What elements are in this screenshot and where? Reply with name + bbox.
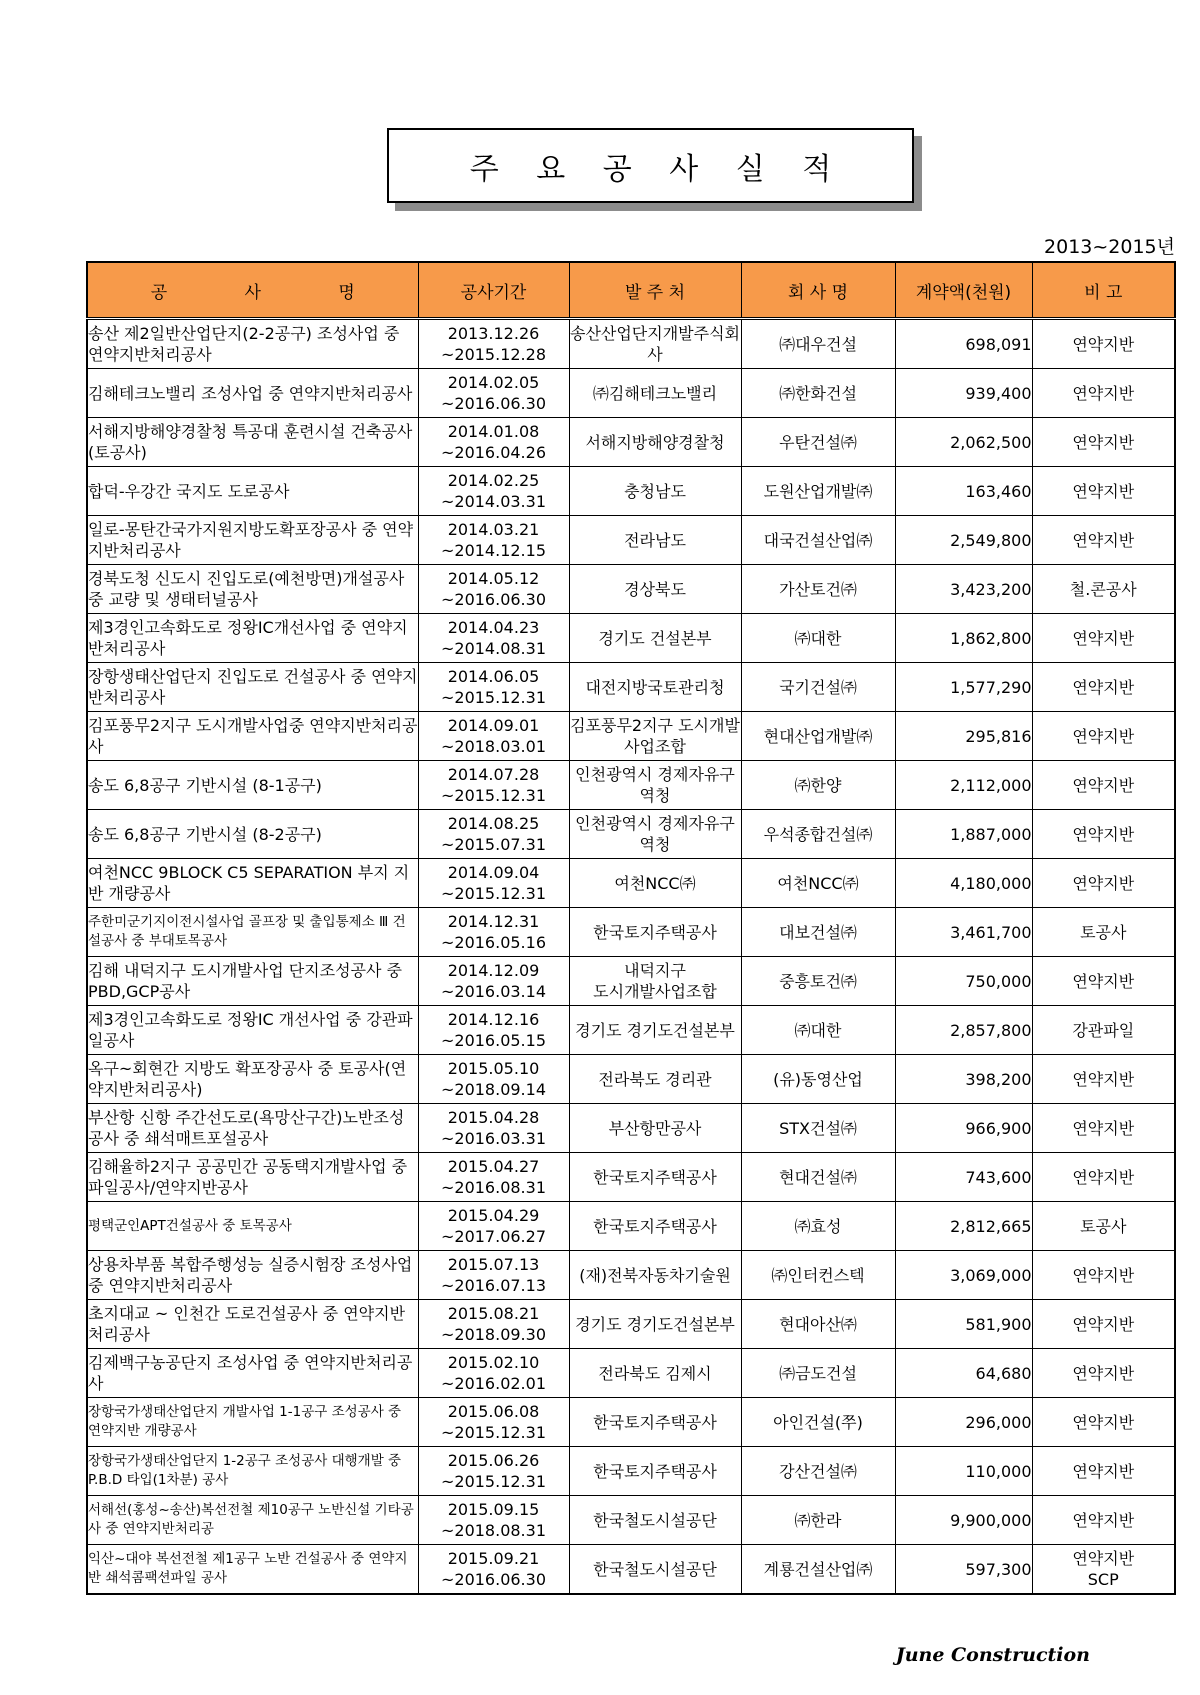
cell-company: 대국건설산업㈜ [741,516,895,565]
cell-period: 2015.04.27 ~2016.08.31 [418,1153,569,1202]
cell-note: 연약지반 [1032,1496,1175,1545]
cell-period: 2015.06.26 ~2015.12.31 [418,1447,569,1496]
cell-period: 2015.06.08 ~2015.12.31 [418,1398,569,1447]
cell-note: 연약지반 [1032,957,1175,1006]
cell-note: 연약지반 [1032,1349,1175,1398]
header-amount: 계약액(천원) [895,262,1032,319]
cell-note: 연약지반 [1032,712,1175,761]
cell-project-name: 장항국가생태산업단지 개발사업 1-1공구 조성공사 중 연약지반 개량공사 [87,1398,418,1447]
cell-period: 2014.12.16 ~2016.05.15 [418,1006,569,1055]
cell-client: 한국토지주택공사 [569,1447,741,1496]
cell-company: ㈜대한 [741,614,895,663]
cell-client: 전라북도 경리관 [569,1055,741,1104]
cell-project-name: 김포풍무2지구 도시개발사업중 연약지반처리공사 [87,712,418,761]
cell-client: 한국철도시설공단 [569,1545,741,1595]
cell-amount: 2,062,500 [895,418,1032,467]
cell-client: 전라북도 김제시 [569,1349,741,1398]
cell-project-name: 여천NCC 9BLOCK C5 SEPARATION 부지 지반 개량공사 [87,859,418,908]
cell-client: 한국토지주택공사 [569,1202,741,1251]
table-row [87,1055,1175,1104]
cell-period: 2015.09.15 ~2018.08.31 [418,1496,569,1545]
table-row [87,859,1175,908]
cell-amount: 9,900,000 [895,1496,1032,1545]
header-period: 공사기간 [418,262,569,319]
cell-amount: 4,180,000 [895,859,1032,908]
cell-amount: 3,423,200 [895,565,1032,614]
cell-client: 서해지방해양경찰청 [569,418,741,467]
cell-project-name: 제3경인고속화도로 정왕IC개선사업 중 연약지반처리공사 [87,614,418,663]
cell-period: 2015.04.29 ~2017.06.27 [418,1202,569,1251]
cell-company: (유)동영산업 [741,1055,895,1104]
cell-project-name: 주한미군기지이전시설사업 골프장 및 출입통제소 Ⅲ 건설공사 중 부대토목공사 [87,908,418,957]
cell-amount: 698,091 [895,319,1032,369]
cell-note: 연약지반 [1032,1153,1175,1202]
header-note: 비 고 [1032,262,1175,319]
cell-amount: 2,812,665 [895,1202,1032,1251]
table-row [87,614,1175,663]
cell-company: 도원산업개발㈜ [741,467,895,516]
cell-client: 한국토지주택공사 [569,908,741,957]
cell-note: 연약지반 [1032,810,1175,859]
cell-note: 연약지반 [1032,663,1175,712]
cell-amount: 2,112,000 [895,761,1032,810]
cell-client: 한국토지주택공사 [569,1398,741,1447]
cell-note: 연약지반 [1032,1300,1175,1349]
cell-project-name: 송도 6,8공구 기반시설 (8-2공구) [87,810,418,859]
cell-project-name: 일로-몽탄간국가지원지방도확포장공사 중 연약지반처리공사 [87,516,418,565]
cell-amount: 743,600 [895,1153,1032,1202]
cell-period: 2015.02.10 ~2016.02.01 [418,1349,569,1398]
cell-amount: 2,857,800 [895,1006,1032,1055]
cell-note: 연약지반 [1032,467,1175,516]
table-row [87,1104,1175,1153]
cell-project-name: 경북도청 신도시 진입도로(예천방면)개설공사중 교량 및 생태터널공사 [87,565,418,614]
cell-amount: 64,680 [895,1349,1032,1398]
cell-company: ㈜인터컨스텍 [741,1251,895,1300]
cell-note: 연약지반 [1032,1398,1175,1447]
table-row [87,1398,1175,1447]
cell-note: 연약지반 [1032,516,1175,565]
table-row [87,418,1175,467]
cell-company: STX건설㈜ [741,1104,895,1153]
cell-client: (재)전북자동차기술원 [569,1251,741,1300]
cell-company: 우탄건설㈜ [741,418,895,467]
cell-project-name: 장항국가생태산업단지 1-2공구 조성공사 대행개발 중 P.B.D 타입(1차분) 공사 [87,1447,418,1496]
cell-company: 여천NCC㈜ [741,859,895,908]
cell-project-name: 부산항 신항 주간선도로(욕망산구간)노반조성공사 중 쇄석매트포설공사 [87,1104,418,1153]
table-row [87,369,1175,418]
cell-note: 토공사 [1032,908,1175,957]
cell-period: 2014.07.28 ~2015.12.31 [418,761,569,810]
cell-project-name: 익산~대야 복선전철 제1공구 노반 건설공사 중 연약지반 쇄석콤팩션파일 공사 [87,1545,418,1595]
table-row [87,1006,1175,1055]
cell-period: 2014.12.31 ~2016.05.16 [418,908,569,957]
cell-project-name: 김제백구농공단지 조성사업 중 연약지반처리공사 [87,1349,418,1398]
cell-project-name: 서해지방해양경찰청 특공대 훈련시설 건축공사(토공사) [87,418,418,467]
table-row [87,908,1175,957]
cell-company: 가산토건㈜ [741,565,895,614]
cell-note: 연약지반 [1032,418,1175,467]
cell-note: 연약지반 SCP [1032,1545,1175,1595]
cell-client: ㈜김해테크노밸리 [569,369,741,418]
cell-project-name: 제3경인고속화도로 정왕IC 개선사업 중 강관파일공사 [87,1006,418,1055]
cell-period: 2014.08.25 ~2015.07.31 [418,810,569,859]
table-row [87,1496,1175,1545]
cell-company: 현대산업개발㈜ [741,712,895,761]
table-row [87,761,1175,810]
cell-company: 우석종합건설㈜ [741,810,895,859]
cell-note: 연약지반 [1032,319,1175,369]
table-row [87,1202,1175,1251]
cell-amount: 1,887,000 [895,810,1032,859]
table-header-row [87,262,1175,319]
table-row [87,810,1175,859]
cell-amount: 3,461,700 [895,908,1032,957]
cell-note: 토공사 [1032,1202,1175,1251]
cell-company: 아인건설(쭈) [741,1398,895,1447]
table-row [87,663,1175,712]
cell-amount: 939,400 [895,369,1032,418]
cell-amount: 597,300 [895,1545,1032,1595]
cell-period: 2015.04.28 ~2016.03.31 [418,1104,569,1153]
cell-company: 현대아산㈜ [741,1300,895,1349]
cell-client: 경상북도 [569,565,741,614]
cell-project-name: 김해율하2지구 공공민간 공동택지개발사업 중 파일공사/연약지반공사 [87,1153,418,1202]
cell-period: 2014.02.25 ~2014.03.31 [418,467,569,516]
cell-client: 인천광역시 경제자유구역청 [569,761,741,810]
cell-note: 연약지반 [1032,614,1175,663]
cell-client: 전라남도 [569,516,741,565]
title-box [387,128,914,203]
cell-period: 2014.09.04 ~2015.12.31 [418,859,569,908]
cell-client: 충청남도 [569,467,741,516]
cell-project-name: 초지대교 ~ 인천간 도로건설공사 중 연약지반처리공사 [87,1300,418,1349]
cell-amount: 966,900 [895,1104,1032,1153]
cell-period: 2015.09.21 ~2016.06.30 [418,1545,569,1595]
table-row [87,1545,1175,1595]
cell-company: 국기건설㈜ [741,663,895,712]
header-company: 회 사 명 [741,262,895,319]
cell-period: 2015.05.10 ~2018.09.14 [418,1055,569,1104]
cell-note: 연약지반 [1032,1104,1175,1153]
cell-amount: 295,816 [895,712,1032,761]
cell-period: 2014.09.01 ~2018.03.01 [418,712,569,761]
header-client: 발 주 처 [569,262,741,319]
cell-client: 부산항만공사 [569,1104,741,1153]
cell-note: 연약지반 [1032,859,1175,908]
cell-project-name: 김해테크노밸리 조성사업 중 연약지반처리공사 [87,369,418,418]
cell-client: 경기도 경기도건설본부 [569,1300,741,1349]
cell-company: ㈜효성 [741,1202,895,1251]
cell-company: ㈜한라 [741,1496,895,1545]
cell-amount: 750,000 [895,957,1032,1006]
cell-project-name: 송산 제2일반산업단지(2-2공구) 조성사업 중 연약지반처리공사 [87,319,418,369]
cell-company: 중흥토건㈜ [741,957,895,1006]
cell-amount: 2,549,800 [895,516,1032,565]
cell-client: 내덕지구 도시개발사업조합 [569,957,741,1006]
table-row [87,467,1175,516]
cell-amount: 1,577,290 [895,663,1032,712]
cell-company: 계룡건설산업㈜ [741,1545,895,1595]
cell-client: 한국토지주택공사 [569,1153,741,1202]
cell-company: ㈜금도건설 [741,1349,895,1398]
header-name: 공 사 명 [87,262,418,319]
cell-client: 경기도 건설본부 [569,614,741,663]
cell-note: 연약지반 [1032,761,1175,810]
works-table [86,261,1176,1595]
cell-project-name: 상용차부품 복합주행성능 실증시험장 조성사업 중 연약지반처리공사 [87,1251,418,1300]
cell-amount: 581,900 [895,1300,1032,1349]
cell-period: 2014.03.21 ~2014.12.15 [418,516,569,565]
cell-amount: 398,200 [895,1055,1032,1104]
cell-period: 2014.06.05 ~2015.12.31 [418,663,569,712]
cell-client: 대전지방국토관리청 [569,663,741,712]
cell-client: 인천광역시 경제자유구역청 [569,810,741,859]
table-row [87,1300,1175,1349]
table-row [87,1447,1175,1496]
cell-company: ㈜한화건설 [741,369,895,418]
cell-project-name: 합덕-우강간 국지도 도로공사 [87,467,418,516]
cell-note: 강관파일 [1032,1006,1175,1055]
table-row [87,957,1175,1006]
cell-amount: 296,000 [895,1398,1032,1447]
cell-period: 2014.05.12 ~2016.06.30 [418,565,569,614]
cell-period: 2015.08.21 ~2018.09.30 [418,1300,569,1349]
cell-project-name: 서해선(홍성~송산)복선전철 제10공구 노반신설 기타공사 중 연약지반처리공 [87,1496,418,1545]
cell-amount: 163,460 [895,467,1032,516]
cell-company: ㈜대우건설 [741,319,895,369]
cell-period: 2014.12.09 ~2016.03.14 [418,957,569,1006]
cell-note: 연약지반 [1032,1447,1175,1496]
cell-company: 현대건설㈜ [741,1153,895,1202]
company-signature: June Construction [895,1644,1090,1666]
cell-period: 2014.04.23 ~2014.08.31 [418,614,569,663]
cell-client: 여천NCC㈜ [569,859,741,908]
cell-project-name: 장항생태산업단지 진입도로 건설공사 중 연약지반처리공사 [87,663,418,712]
cell-company: 강산건설㈜ [741,1447,895,1496]
table-row [87,712,1175,761]
cell-amount: 3,069,000 [895,1251,1032,1300]
cell-note: 연약지반 [1032,1055,1175,1104]
cell-period: 2013.12.26 ~2015.12.28 [418,319,569,369]
cell-period: 2014.02.05 ~2016.06.30 [418,369,569,418]
cell-project-name: 송도 6,8공구 기반시설 (8-1공구) [87,761,418,810]
table-row [87,1153,1175,1202]
table-row [87,1349,1175,1398]
table-row [87,319,1175,369]
table-row [87,1251,1175,1300]
cell-company: 대보건설㈜ [741,908,895,957]
cell-client: 송산산업단지개발주식회사 [569,319,741,369]
cell-project-name: 김해 내덕지구 도시개발사업 단지조성공사 중 PBD,GCP공사 [87,957,418,1006]
cell-company: ㈜대한 [741,1006,895,1055]
cell-project-name: 옥구~회현간 지방도 확포장공사 중 토공사(연약지반처리공사) [87,1055,418,1104]
cell-company: ㈜한양 [741,761,895,810]
cell-client: 김포풍무2지구 도시개발사업조합 [569,712,741,761]
cell-project-name: 평택군인APT건설공사 중 토목공사 [87,1202,418,1251]
period-label: 2013~2015년 [1044,236,1175,258]
cell-note: 철.콘공사 [1032,565,1175,614]
cell-period: 2014.01.08 ~2016.04.26 [418,418,569,467]
cell-client: 한국철도시설공단 [569,1496,741,1545]
cell-amount: 1,862,800 [895,614,1032,663]
cell-note: 연약지반 [1032,369,1175,418]
page-title: 주 요 공 사 실 적 [469,151,846,187]
cell-client: 경기도 경기도건설본부 [569,1006,741,1055]
cell-note: 연약지반 [1032,1251,1175,1300]
cell-period: 2015.07.13 ~2016.07.13 [418,1251,569,1300]
table-row [87,516,1175,565]
table-row [87,565,1175,614]
cell-amount: 110,000 [895,1447,1032,1496]
